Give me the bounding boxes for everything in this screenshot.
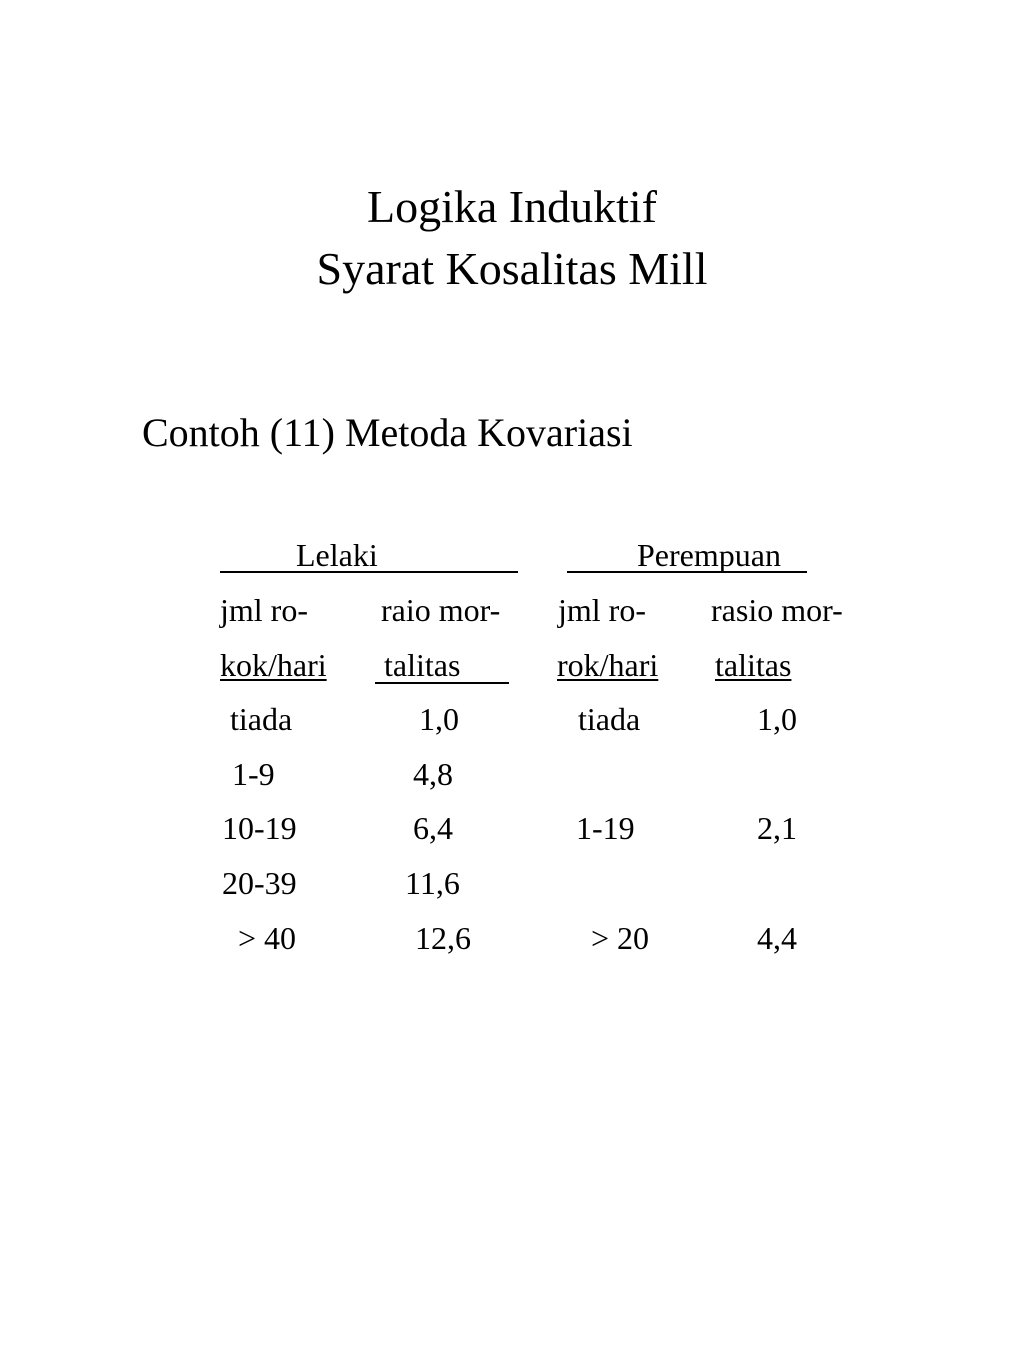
male-mortality-cell: 11,6 xyxy=(405,865,460,901)
header-female-mortality: rasio mor- xyxy=(711,592,843,628)
female-mortality-cell: 2,1 xyxy=(757,810,797,846)
male-cigarettes-cell: 20-39 xyxy=(222,865,297,901)
group-header-male: Lelaki xyxy=(296,537,378,573)
male-cigarettes-cell: > 40 xyxy=(238,920,297,956)
group-header-female: Perempuan xyxy=(637,537,781,573)
male-cigarettes-cell: 1-9 xyxy=(232,756,275,792)
male-mortality-cell: 1,0 xyxy=(419,701,459,737)
title-line-1: Logika Induktif xyxy=(367,181,657,232)
male-mortality-cell: 6,4 xyxy=(413,810,453,846)
male-cigarettes-cell: tiada xyxy=(230,701,293,737)
female-mortality-cell: 4,4 xyxy=(757,920,797,956)
female-cigarettes-cell: tiada xyxy=(578,701,641,737)
female-cigarettes-cell: 1-19 xyxy=(576,810,635,846)
header-female-cigarettes: jml ro- xyxy=(558,592,646,628)
male-mortality-cell: 4,8 xyxy=(413,756,453,792)
example-heading: Contoh (11) Metoda Kovariasi xyxy=(142,410,633,455)
male-cigarettes-cell: 10-19 xyxy=(222,810,297,846)
header-female-mortality-cont: talitas xyxy=(715,647,792,683)
male-mortality-cell: 12,6 xyxy=(415,920,471,956)
female-cigarettes-cell: > 20 xyxy=(591,920,650,956)
header-male-mortality-cont: talitas xyxy=(384,647,461,683)
female-mortality-cell: 1,0 xyxy=(757,701,797,737)
header-male-cigarettes-cont: kok/hari xyxy=(220,647,327,683)
header-female-cigarettes-cont: rok/hari xyxy=(557,647,659,683)
title-line-2: Syarat Kosalitas Mill xyxy=(316,243,708,294)
header-male-cigarettes: jml ro- xyxy=(220,592,308,628)
header-male-mortality: raio mor- xyxy=(381,592,501,628)
